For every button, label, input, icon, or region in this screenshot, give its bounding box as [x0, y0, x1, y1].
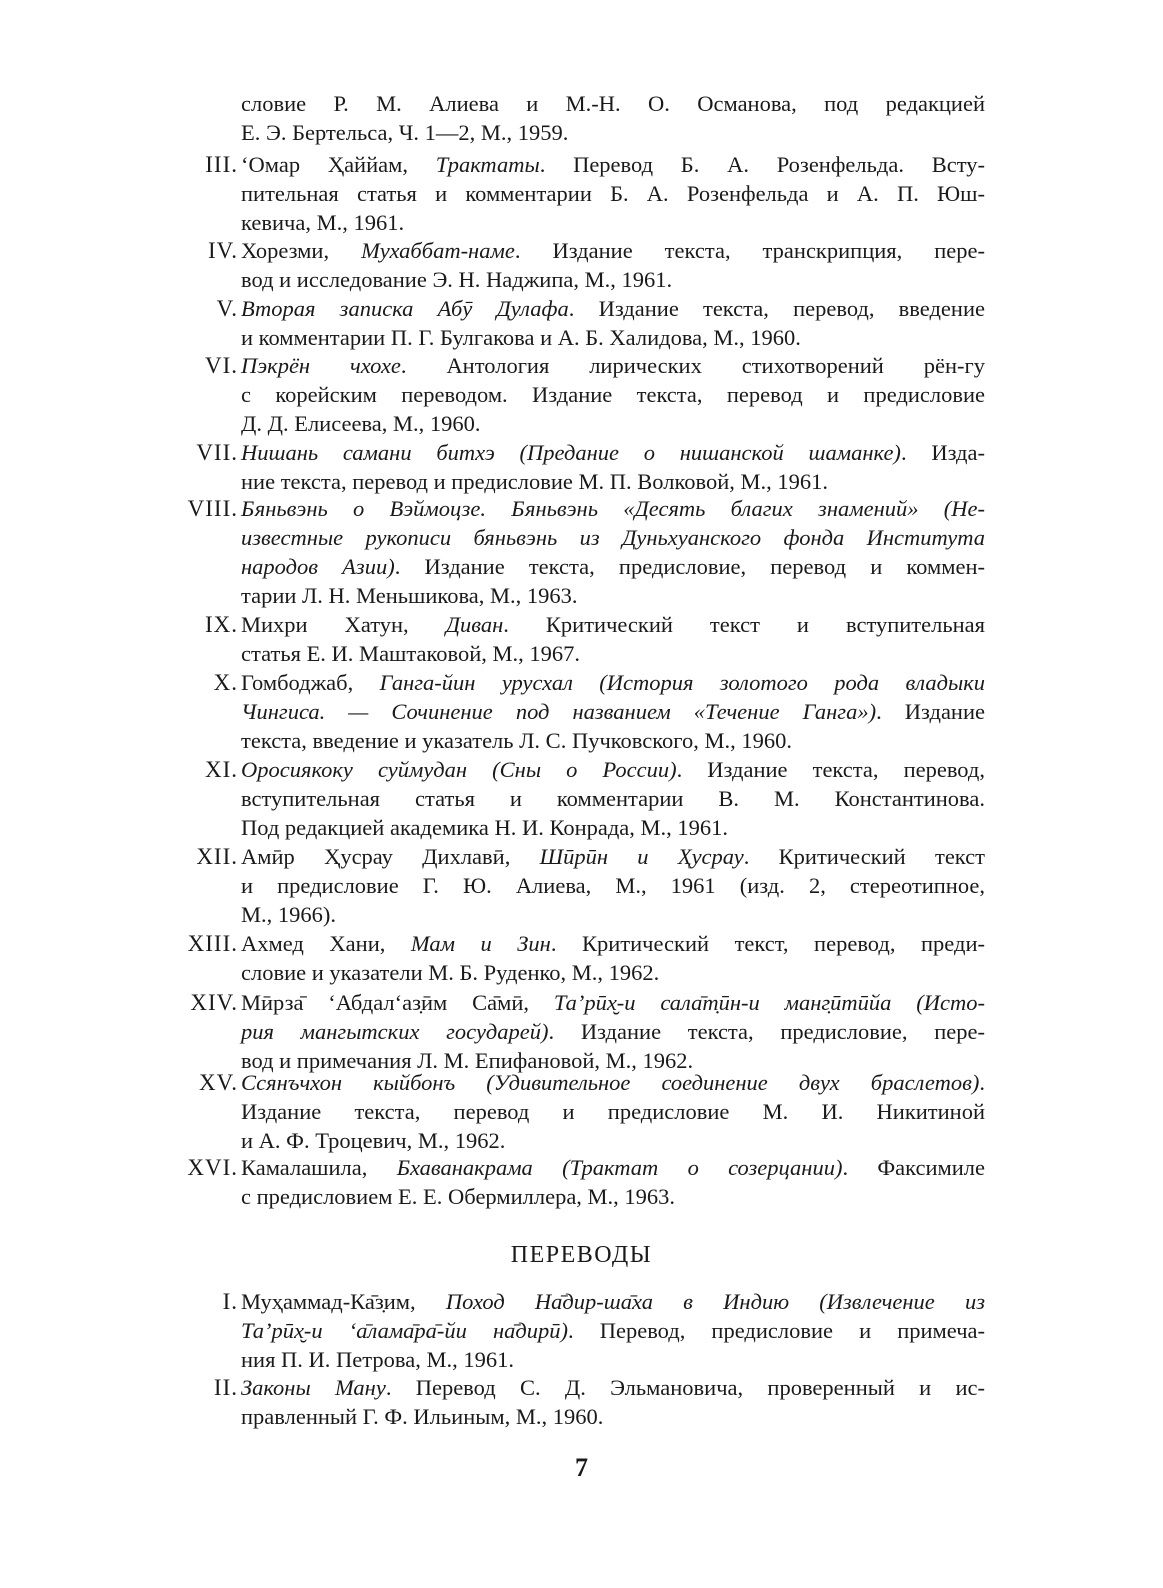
- text-line: [241, 295, 985, 323]
- text-line: [241, 611, 985, 639]
- text-line: [241, 1374, 985, 1402]
- italic-title: Диван: [445, 612, 504, 637]
- line-text: . Изда-: [900, 440, 985, 465]
- italic-title: Пэкрён чхохе: [241, 353, 401, 378]
- text-line: [241, 1098, 985, 1126]
- italic-title: Чингиса. — Сочинение под названием «Течение Ганга»): [241, 698, 877, 724]
- entry-number: II.: [213, 1375, 238, 1400]
- entry-number: VI.: [204, 353, 238, 378]
- italic-title: Ссянъчхон кыйбонъ (Удивительное соединение двух браслетов): [241, 1070, 980, 1095]
- entry-number: VIII.: [187, 496, 238, 521]
- section-heading: ПЕРЕВОДЫ: [510, 1242, 653, 1268]
- text-line: [241, 727, 985, 755]
- line-text: словие и указатели М. Б. Руденко, М., 1962.: [241, 959, 660, 985]
- line-text: . Издание текста, предисловие, перевод и коммен-: [394, 553, 985, 579]
- entry-number: IX.: [204, 612, 238, 637]
- line-text: вступительная статья и комментарии В. М. Константинова.: [241, 785, 985, 811]
- text-line: [241, 1018, 985, 1046]
- text-line: [241, 669, 985, 697]
- text-line: [241, 324, 985, 352]
- line-text: Гомбоджаб,: [241, 670, 380, 695]
- italic-title: Бяньвэнь о Вэймоцзе. Бяньвэнь «Десять благих знамений» (Не-: [241, 496, 985, 521]
- text-line: [241, 1403, 985, 1431]
- text-line: [241, 553, 985, 581]
- text-line: [241, 785, 985, 813]
- italic-title: Мухаббат-наме: [361, 238, 515, 263]
- text-line: [241, 959, 985, 987]
- italic-title: Шӣрӣн и Ҳусрау: [539, 844, 744, 869]
- line-text: вод и примечания Л. М. Епифановой, М., 1962.: [241, 1047, 694, 1073]
- line-text: Издание текста, перевод и предисловие М. И. Никитиной: [241, 1098, 985, 1124]
- italic-title: Оросиякоку суймудан (Сны о России): [241, 757, 677, 782]
- text-line: [241, 872, 985, 900]
- line-text: правленный Г. Ф. Ильиным, М., 1960.: [241, 1403, 604, 1429]
- line-text: . Издание текста, транскрипция, пере-: [514, 238, 985, 263]
- italic-title: известные рукописи бяньвэнь из Дуньхуанского фонда Института: [241, 524, 985, 550]
- italic-title: Мам и Зин: [410, 931, 551, 956]
- text-line: [241, 352, 985, 380]
- text-line: [241, 151, 985, 179]
- text-line: [241, 1317, 985, 1345]
- text-line: [241, 495, 985, 523]
- text-line: [241, 524, 985, 552]
- italic-title: Ганга-йин урусхал (История золотого рода владыки: [379, 670, 985, 695]
- line-text: кевича, М., 1961.: [241, 209, 405, 235]
- line-text: . Издание текста, перевод, введение: [568, 296, 985, 321]
- line-text: с предисловием Е. Е. Обермиллера, М., 1963.: [241, 1183, 676, 1209]
- text-line: [241, 1346, 985, 1374]
- entry-number: I.: [222, 1289, 238, 1314]
- line-text: и А. Ф. Троцевич, М., 1962.: [241, 1127, 506, 1153]
- page-number: 7: [575, 1453, 588, 1482]
- line-text: .: [979, 1070, 985, 1095]
- line-text: . Перевод С. Д. Эльмановича, проверенный и ис-: [385, 1375, 986, 1400]
- italic-title: Нишань самани битхэ (Предание о нишанской шаманке): [241, 440, 901, 465]
- line-text: Мӣрза̄ ‘Абдал‘аз̣ӣм Са̄мӣ,: [241, 990, 554, 1015]
- line-text: Д. Д. Елисеева, М., 1960.: [241, 410, 481, 436]
- line-text: . Перевод Б. А. Розенфельда. Всту-: [539, 152, 985, 177]
- entry-number: V.: [216, 296, 238, 321]
- italic-title: Та’рӣх̮-и сала̄т̣ӣн-и манг̣ӣтӣйа (Исто-: [553, 990, 985, 1015]
- text-line: [241, 266, 985, 294]
- italic-title: Трактаты: [435, 152, 540, 177]
- line-text: Камалашила,: [241, 1155, 397, 1180]
- italic-title: рия мангытских государей): [241, 1018, 549, 1044]
- line-text: и комментарии П. Г. Булгакова и А. Б. Халидова, М., 1960.: [241, 324, 801, 350]
- text-line: [241, 1183, 985, 1211]
- text-line: [241, 1127, 985, 1155]
- line-text: ‘Омар Ҳаййам,: [241, 152, 436, 177]
- line-text: Под редакцией академика Н. И. Конрада, М., 1961.: [241, 814, 729, 840]
- line-text: и предисловие Г. Ю. Алиева, М., 1961 (изд. 2, стереотипное,: [241, 872, 985, 898]
- italic-title: Та’рӣх̮-и ‘а̄лама̄ра̄-йи на̄дирӣ): [241, 1317, 569, 1343]
- line-text: . Издание текста, перевод,: [676, 757, 985, 782]
- line-text: тарии Л. Н. Меньшикова, М., 1963.: [241, 582, 578, 608]
- text-line: [241, 1069, 985, 1097]
- text-line: [241, 439, 985, 467]
- line-text: . Издание текста, предисловие, пере-: [548, 1018, 985, 1044]
- text-line: [241, 410, 985, 438]
- text-line: [241, 1154, 985, 1182]
- entry-number: XVI.: [187, 1155, 238, 1180]
- line-text: с корейским переводом. Издание текста, перевод и предисловие: [241, 381, 985, 407]
- line-text: Ахмед Хани,: [241, 931, 411, 956]
- text-line: [241, 180, 985, 208]
- line-text: Хорезми,: [241, 238, 362, 263]
- line-text: ния П. И. Петрова, М., 1961.: [241, 1346, 514, 1372]
- text-line: [241, 901, 985, 929]
- entry-number: IV.: [207, 238, 238, 263]
- text-line: [241, 989, 985, 1017]
- line-text: вод и исследование Э. Н. Наджипа, М., 1961.: [241, 266, 673, 292]
- text-line: [241, 468, 985, 496]
- line-text: М., 1966).: [241, 901, 336, 927]
- line-text: . Критический текст: [743, 844, 985, 869]
- text-line: [241, 698, 985, 726]
- text-line: [241, 930, 985, 958]
- line-text: ние текста, перевод и предисловие М. П. Волковой, М., 1961.: [241, 468, 828, 494]
- entry-number: XIV.: [190, 990, 238, 1015]
- line-text: текста, введение и указатель Л. С. Пучковского, М., 1960.: [241, 727, 792, 753]
- entry-number: XIII.: [187, 931, 238, 956]
- entry-number: X.: [213, 670, 238, 695]
- entry-number: XI.: [204, 757, 238, 782]
- text-line: [241, 756, 985, 784]
- line-text: Амӣр Ҳусрау Дихлавӣ,: [241, 844, 540, 869]
- italic-title: Вторая записка Абӯ Дулафа: [241, 296, 569, 321]
- text-line: словие Р. М. Алиева и М.-Н. О. Османова, под редакцией: [241, 91, 985, 116]
- italic-title: Поход На̄дир-ша̄ха в Индию (Извлечение из: [445, 1289, 985, 1314]
- entry-number: III.: [205, 152, 238, 177]
- text-line: [241, 843, 985, 871]
- text-line: [241, 582, 985, 610]
- italic-title: Законы Ману: [241, 1375, 386, 1400]
- text-line: [241, 640, 985, 668]
- line-text: . Издание: [876, 698, 985, 724]
- line-text: статья Е. И. Маштаковой, М., 1967.: [241, 640, 581, 666]
- line-text: . Перевод, предисловие и примеча-: [568, 1317, 985, 1343]
- line-text: Михри Хатун,: [241, 612, 446, 637]
- line-text: . Критический текст, перевод, преди-: [550, 931, 985, 956]
- line-text: Муҳаммад-Ка̄з̣им,: [241, 1289, 446, 1314]
- entry-number: XV.: [198, 1070, 238, 1095]
- italic-title: Бхаванакрама (Трактат о созерцании): [396, 1155, 843, 1180]
- text-line: Е. Э. Бертельса, Ч. 1—2, М., 1959.: [241, 119, 569, 145]
- text-line: [241, 237, 985, 265]
- line-text: . Критический текст и вступительная: [503, 612, 985, 637]
- text-line: [241, 209, 985, 237]
- italic-title: народов Азии): [241, 553, 395, 579]
- entry-number: XII.: [196, 844, 238, 869]
- line-text: . Антология лирических стихотворений рён-гу: [400, 353, 985, 378]
- line-text: . Факсимиле: [842, 1155, 986, 1180]
- text-line: [241, 381, 985, 409]
- entry-number: VII.: [196, 440, 238, 465]
- text-line: [241, 814, 985, 842]
- line-text: пительная статья и комментарии Б. А. Розенфельда и А. П. Юш-: [241, 180, 985, 206]
- text-line: [241, 1288, 985, 1316]
